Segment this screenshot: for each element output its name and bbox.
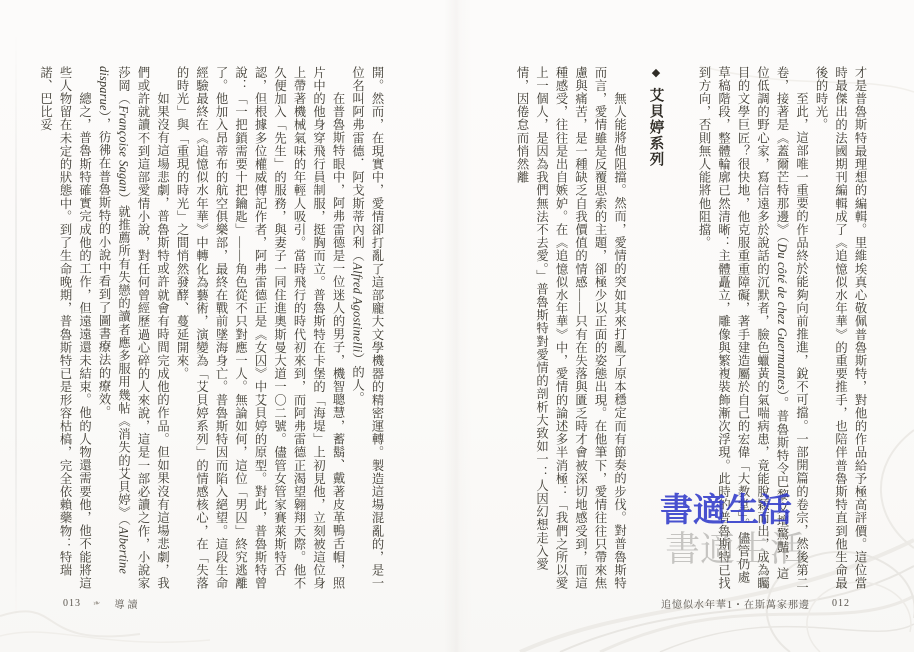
diamond-bullet-icon: ◆	[649, 66, 662, 81]
paragraph: 才是普魯斯特最理想的編輯。里維埃真心敬佩普魯斯特，對他的作品給予極高評價。這位當時最傑出的法國期刊編輯成了《追憶似水年華》的重要推手，也陪伴普魯斯特直到他生命最後的時光。	[814, 66, 867, 590]
page-number: 013	[63, 598, 81, 609]
watermark-blue: 書適生活	[660, 493, 792, 529]
fleuron-icon: ❧	[91, 597, 102, 609]
watermark-gray: 書適生活	[665, 530, 806, 569]
left-page-edge-shadow	[15, 30, 17, 622]
paragraph: 開。然而，在現實中，愛情卻打亂了這部龐大文學機器的精密運轉。製造這場混亂的，是一位名叫阿弗雷德．阿戈斯蒂內利（Alfred Agostinelli）的人。	[350, 66, 384, 590]
paragraph: 至此，這部唯一重要的作品終於能夠向前推進，銳不可擋。一部開篇的卷宗，然後第二卷，接著是《蓋爾芒特那邊》（Du côté de chez Guermantes）。普魯斯特令巴黎文壇驚豔，這位低調的野心家，寫信遠多於說話的沉默者，臉色蠟黃的氣喘病患，竟能脫穎而出，成為矚目的文學巨匠？很快地，他克服重重障礙，著手建造屬於自己的宏偉「大教堂」。儘管仍處草稿階段，整體輪廓已然清晰：主體矗立，雕像與繁複裝飾漸次浮現。此時的普魯斯特已找到方向，否則無人能將他阻擋。	[697, 66, 809, 590]
section-heading-label: 艾貝婷系列	[647, 87, 664, 168]
right-page-footer	[661, 596, 850, 611]
left-page-text-block	[38, 66, 386, 593]
left-page-footer	[63, 596, 141, 611]
paragraph: 在普魯斯特眼中，阿弗雷德是一位迷人的男子，機智聰慧，蓄鬍、戴著皮革鴨舌帽，照片中的他身穿飛行員制服，挺胸而立。普魯斯特在卡堡的「海堤」上初見他，立刻被這位身上帶著機械氣味的年輕人吸引。當時飛行的時代初來到，而阿弗雷德正渴望翱翔天際。他不久便加入「先生」的服務，與妻子一同住進奧斯曼大道一〇二號。儘管女管家賽萊斯特否認，但根據多位權威傳記作者，阿弗雷德正是《女囚》中艾貝婷的原型。對此，普魯斯特曾說：「一把鎖需要十把鑰匙」——角色從不只對應一人。無論如何，這位「男囚」終究逃離了。他加入昂蒂布的航空俱樂部，最終在戰前墜海身亡。普魯斯特因而陷入絕望。這段生命經驗最終在《追憶似水年華》中轉化為藝術，演變為「艾貝婷系列」的情感核心，在「失落的時光」與「重現的時光」之間悄然發酵、蔓延開來。	[175, 66, 345, 590]
paragraph: 如果沒有這場悲劇，普魯斯特或許就會有時間完成他的作品。但如果沒有這場悲劇，我們或許就讀不到這部愛情小說，對任何曾經歷過心碎的人來說，這是一部必讀之作，小說家莎岡（Françoise Sagan）就推薦所有失戀的讀者應多服用幾帖《消失的艾貝婷》（Albertine disparue），彷彿在普魯斯特的小說中看到了圖書療法的療效。	[97, 66, 170, 590]
running-head-section: 導讀	[114, 600, 141, 611]
paragraph: 總之，普魯斯特確實完成他的工作，但遠遠還未結束。他的人物還需要他，他不能將這些人物留在未定的狀態中。到了生命晚期，普魯斯特已是形容枯槁，完全依賴藥物：特瑞諾、巴比妥	[38, 66, 92, 590]
page-gutter-shadow	[444, 0, 472, 652]
running-head-title: 追憶似水年華1・在斯萬家那邊	[661, 600, 810, 611]
page-number: 012	[832, 598, 850, 609]
paragraph: 無人能將他阻擋。然而，愛情的突如其來打亂了原本穩定而有節奏的步伐。對普魯斯特而言，愛情雖是反覆思索的主題，卻極少以正面的姿態出現。在他筆下，愛情往往只帶來焦慮與痛苦，是一種缺乏自我價值的情感——只有在失落與匱乏時才會被深切地感受到，而這種感受，往往是出自嫉妒。在《追憶似水年華》中，愛情的論述多半消極：「我們之所以愛上一個人，是因為我們無法不去愛。」普魯斯特對愛情的剖析大致如一：人因幻想走入愛情，因倦怠而悄然離	[515, 66, 627, 590]
